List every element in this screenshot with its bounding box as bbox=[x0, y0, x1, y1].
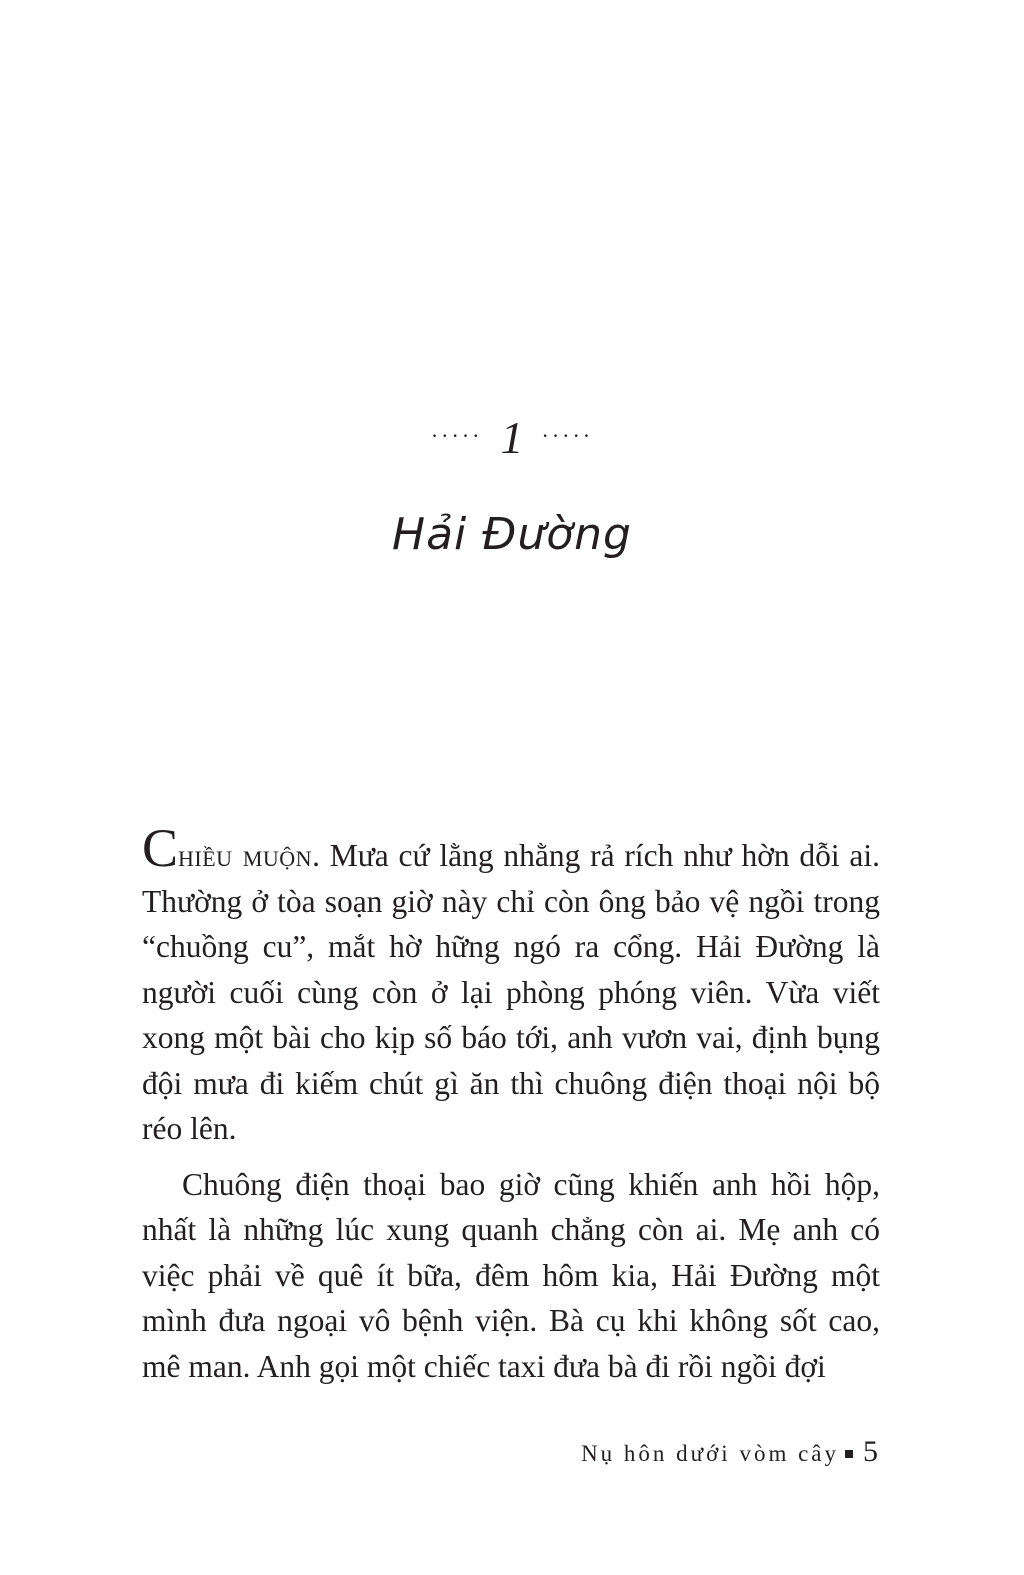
chapter-dots-left: ····· bbox=[430, 423, 483, 449]
footer-book-title: Nụ hôn dưới vòm cây bbox=[581, 1441, 839, 1466]
body-text bbox=[142, 818, 881, 1389]
chapter-number: 1 bbox=[500, 412, 524, 463]
paragraph-second: Chuông điện thoại bao giờ cũng khiến anh hồi hộp, nhất là những lúc xung quanh chẳng còn ai. Mẹ anh có việc phải về quê ít bữa, đêm hôm kia, Hải Đường một mình đưa ngoại vô bệnh viện. Bà cụ khi không sốt cao, mê man. Anh gọi một chiếc taxi đưa bà đi rồi ngồi đợi bbox=[142, 1166, 880, 1384]
chapter-dots-right: ····· bbox=[541, 423, 594, 449]
footer-separator-square bbox=[845, 1450, 853, 1458]
page-number: 5 bbox=[863, 1435, 878, 1468]
paragraph-first-text: . Mưa cứ lằng nhằng rả rích như hờn dỗi ai. Thường ở tòa soạn giờ này chỉ còn ông bảo vệ ngồi trong “chuồng cu”, mắt hờ hững ngó ra cổng. Hải Đường là người cuối cùng còn ở lại phòng phóng viên. Vừa viết xong một bài cho kịp số báo tới, anh vươn vai, định bụng đội mưa đi kiếm chút gì ăn thì chuông điện thoại nội bộ réo lên. bbox=[142, 838, 881, 1146]
paragraph-first bbox=[142, 818, 881, 1152]
drop-cap: C bbox=[142, 818, 179, 878]
running-footer bbox=[581, 1432, 878, 1474]
smallcaps-lead: hiều muộn bbox=[178, 838, 313, 873]
chapter-title: Hải Đường bbox=[392, 509, 632, 560]
chapter-marker bbox=[0, 408, 1024, 472]
